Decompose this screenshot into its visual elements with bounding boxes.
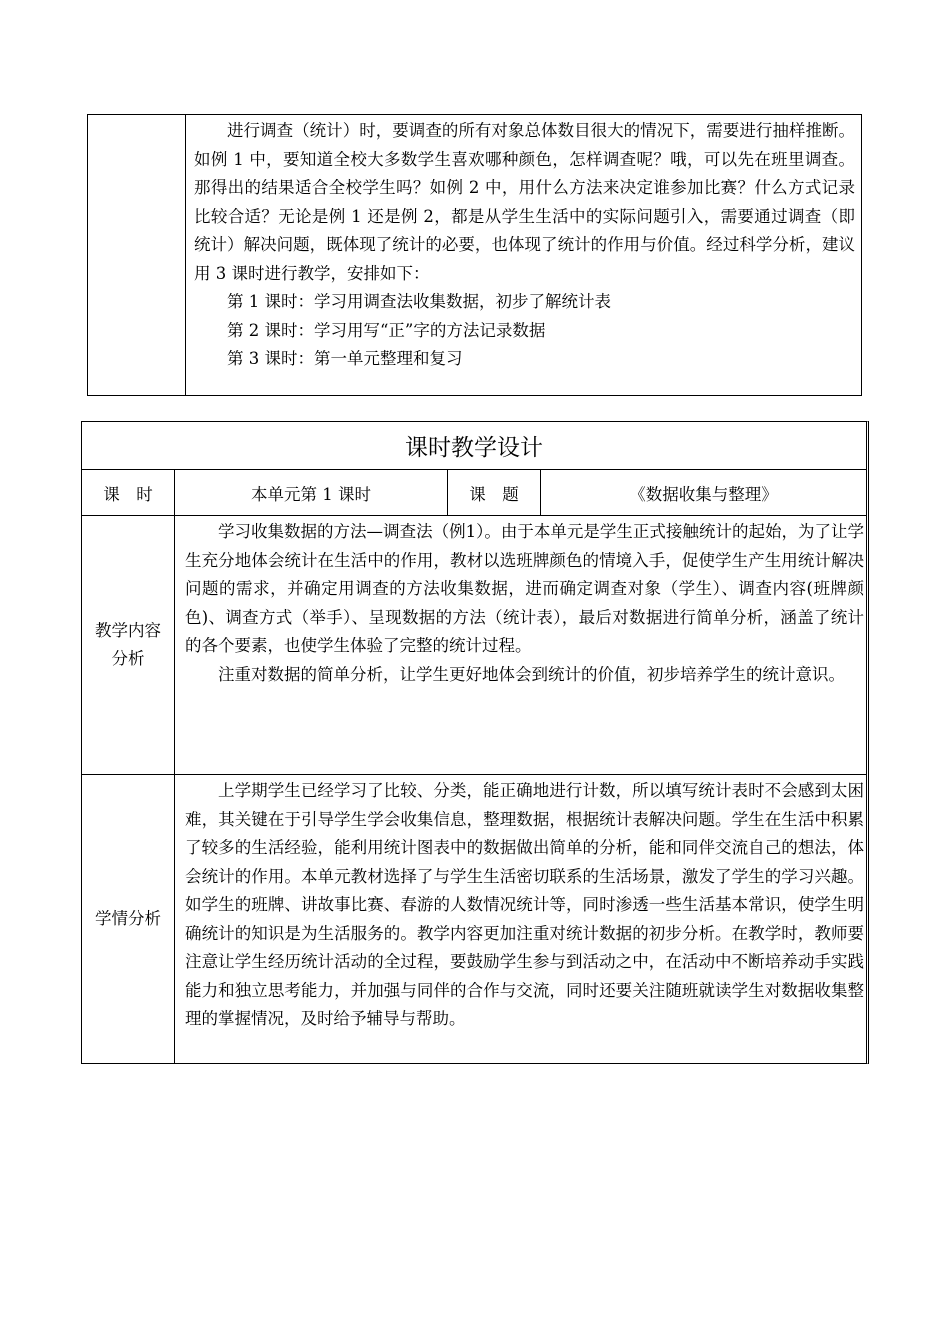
period-value: 本单元第 1 课时 (175, 470, 448, 515)
student-analysis-body (175, 775, 866, 1063)
lesson-design-table (81, 421, 869, 1064)
lesson-2: 第 2 课时：学习用写“正”字的方法记录数据 (227, 320, 546, 340)
student-paragraph: 上学期学生已经学习了比较、分类，能正确地进行计数，所以填写统计表时不会感到太困难，其关键在于引导学生学会收集信息，整理数据，根据统计表解决问题。学生在生活中积累了较多的生活经验，能利用统计图表中的数据做出简单的分析，能和同伴交流自己的想法，体会统计的作用。本单元教材选择了与学生生活密切联系的生活场景，激发了学生的学习兴趣。如学生的班牌、讲故事比赛、春游的人数情况统计等，同时渗透一些生活基本常识，使学生明确统计的知识是为生活服务的。教学内容更加注重对统计数据的初步分析。在教学时，教师要注意让学生经历统计活动的全过程，要鼓励学生参与到活动之中，在活动中不断培养动手实践能力和独立思考能力，并加强与同伴的合作与交流，同时还要关注随班就读学生对数据收集整理的掌握情况，及时给予辅导与帮助。 (185, 781, 864, 1028)
student-analysis-row (82, 775, 866, 1063)
plan-label-cell (88, 115, 186, 395)
period-label: 课 时 (82, 470, 175, 515)
lesson-3: 第 3 课时：第一单元整理和复习 (227, 349, 463, 368)
content-analysis-row (82, 516, 866, 775)
plan-content-cell (186, 115, 861, 395)
design-title: 课时教学设计 (405, 435, 543, 461)
content-paragraph-1: 学习收集数据的方法—调查法（例1）。由于本单元是学生正式接触统计的起始，为了让学生充分地体会统计在生活中的作用，教材以选班牌颜色的情境入手，促使学生产生用统计解决问题的需求，并确定用调查的方法收集数据，进而确定调查对象（学生）、调查内容(班牌颜色)、调查方式（举手）、呈现数据的方法（统计表），最后对数据进行简单分析，涵盖了统计的各个要素，也使学生体验了完整的统计过程。 (185, 522, 864, 655)
design-title-row (82, 422, 866, 470)
student-analysis-label: 学情分析 (82, 775, 175, 1063)
topic-label: 课 题 (448, 470, 541, 515)
topic-value: 《数据收集与整理》 (629, 484, 778, 504)
content-analysis-body (175, 516, 866, 774)
design-header-row (82, 470, 866, 516)
content-analysis-label: 教学内容分析 (82, 516, 175, 774)
plan-paragraph: 进行调查（统计）时，要调查的所有对象总体数目很大的情况下，需要进行抽样推断。如例 1 中，要知道全校大多数学生喜欢哪种颜色，怎样调查呢？哦，可以先在班里调查。那得出的结果适合全校学生吗？如例 2 中，用什么方法来决定谁参加比赛？什么方式记录比较合适？无论是例 1 还是例 2，都是从学生生活中的实际问题引入，需要通过调查（即统计）解决问题，既体现了统计的必要，也体现了统计的作用与价值。经过科学分析，建议用 3 课时进行教学，安排如下： (194, 121, 855, 283)
lesson-plan-table (87, 114, 862, 396)
content-paragraph-2: 注重对数据的简单分析，让学生更好地体会到统计的价值，初步培养学生的统计意识。 (218, 664, 845, 684)
lesson-1: 第 1 课时：学习用调查法收集数据，初步了解统计表 (227, 292, 611, 311)
